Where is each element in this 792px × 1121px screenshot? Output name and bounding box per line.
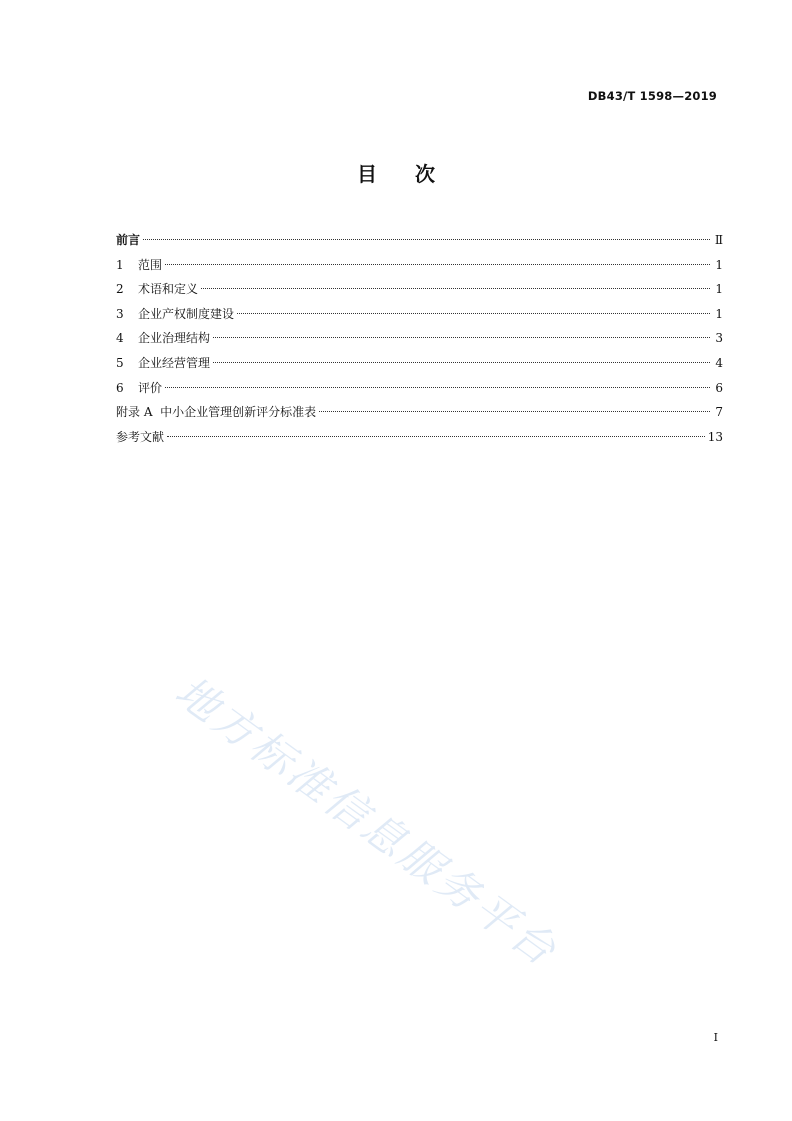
toc-leader-dots bbox=[143, 239, 710, 240]
toc-leader-dots bbox=[165, 387, 710, 388]
toc-entry-label: 术语和定义 bbox=[138, 282, 199, 297]
toc-entry-page: 7 bbox=[715, 405, 723, 420]
toc-entry-page: 1 bbox=[715, 257, 723, 272]
toc-entry-label: 评价 bbox=[138, 380, 163, 395]
toc-entry-page: 3 bbox=[715, 331, 723, 346]
page-number: I bbox=[713, 1031, 718, 1044]
toc-leader-dots bbox=[237, 313, 710, 314]
toc-entry-page: 13 bbox=[707, 429, 723, 444]
toc-entry-page: 4 bbox=[715, 355, 723, 370]
toc-leader-dots bbox=[165, 264, 710, 265]
toc-entry-number: 1 bbox=[116, 257, 124, 272]
toc-entry-label: 企业产权制度建设 bbox=[138, 306, 235, 321]
toc-entry-label: 参考文献 bbox=[116, 429, 165, 444]
toc-entry-number: 5 bbox=[116, 355, 124, 370]
toc-entry-label: 企业治理结构 bbox=[138, 331, 211, 346]
toc-entry-label: 前言 bbox=[116, 233, 141, 247]
page-title-char-2: 次 bbox=[415, 162, 435, 186]
toc-leader-dots bbox=[213, 362, 710, 363]
toc-leader-dots bbox=[201, 288, 710, 289]
toc-entry-property-rights[interactable] bbox=[116, 302, 723, 327]
toc-entry-governance[interactable] bbox=[116, 326, 723, 351]
toc-entry-label: 范围 bbox=[138, 257, 163, 272]
toc-entry-label: 附录 A 中小企业管理创新评分标准表 bbox=[116, 405, 317, 420]
toc-entry-page: Ⅱ bbox=[714, 233, 723, 247]
toc-entry-number: 2 bbox=[116, 282, 124, 297]
toc-entry-references[interactable] bbox=[116, 425, 723, 450]
toc-entry-number: 3 bbox=[116, 306, 124, 321]
toc-entry-foreword[interactable] bbox=[116, 228, 723, 253]
toc-leader-dots bbox=[213, 337, 710, 338]
toc-entry-scope[interactable] bbox=[116, 253, 723, 278]
toc-entry-label: 企业经营管理 bbox=[138, 355, 211, 370]
table-of-contents bbox=[116, 228, 723, 449]
toc-leader-dots bbox=[167, 436, 705, 437]
toc-leader-dots bbox=[319, 411, 710, 412]
toc-entry-appendix-a[interactable] bbox=[116, 400, 723, 425]
toc-entry-page: 1 bbox=[715, 282, 723, 297]
toc-entry-number: 4 bbox=[116, 331, 124, 346]
toc-entry-terms[interactable] bbox=[116, 277, 723, 302]
toc-entry-number: 6 bbox=[116, 380, 124, 395]
document-code: DB43/T 1598—2019 bbox=[587, 89, 717, 103]
toc-entry-page: 1 bbox=[715, 306, 723, 321]
watermark-text: 地方标准信息服务平台 bbox=[166, 666, 568, 977]
page-title-char-1: 目 bbox=[357, 162, 377, 186]
toc-entry-evaluation[interactable] bbox=[116, 376, 723, 401]
page-title bbox=[0, 158, 792, 187]
toc-entry-page: 6 bbox=[715, 380, 723, 395]
toc-entry-operations[interactable] bbox=[116, 351, 723, 376]
